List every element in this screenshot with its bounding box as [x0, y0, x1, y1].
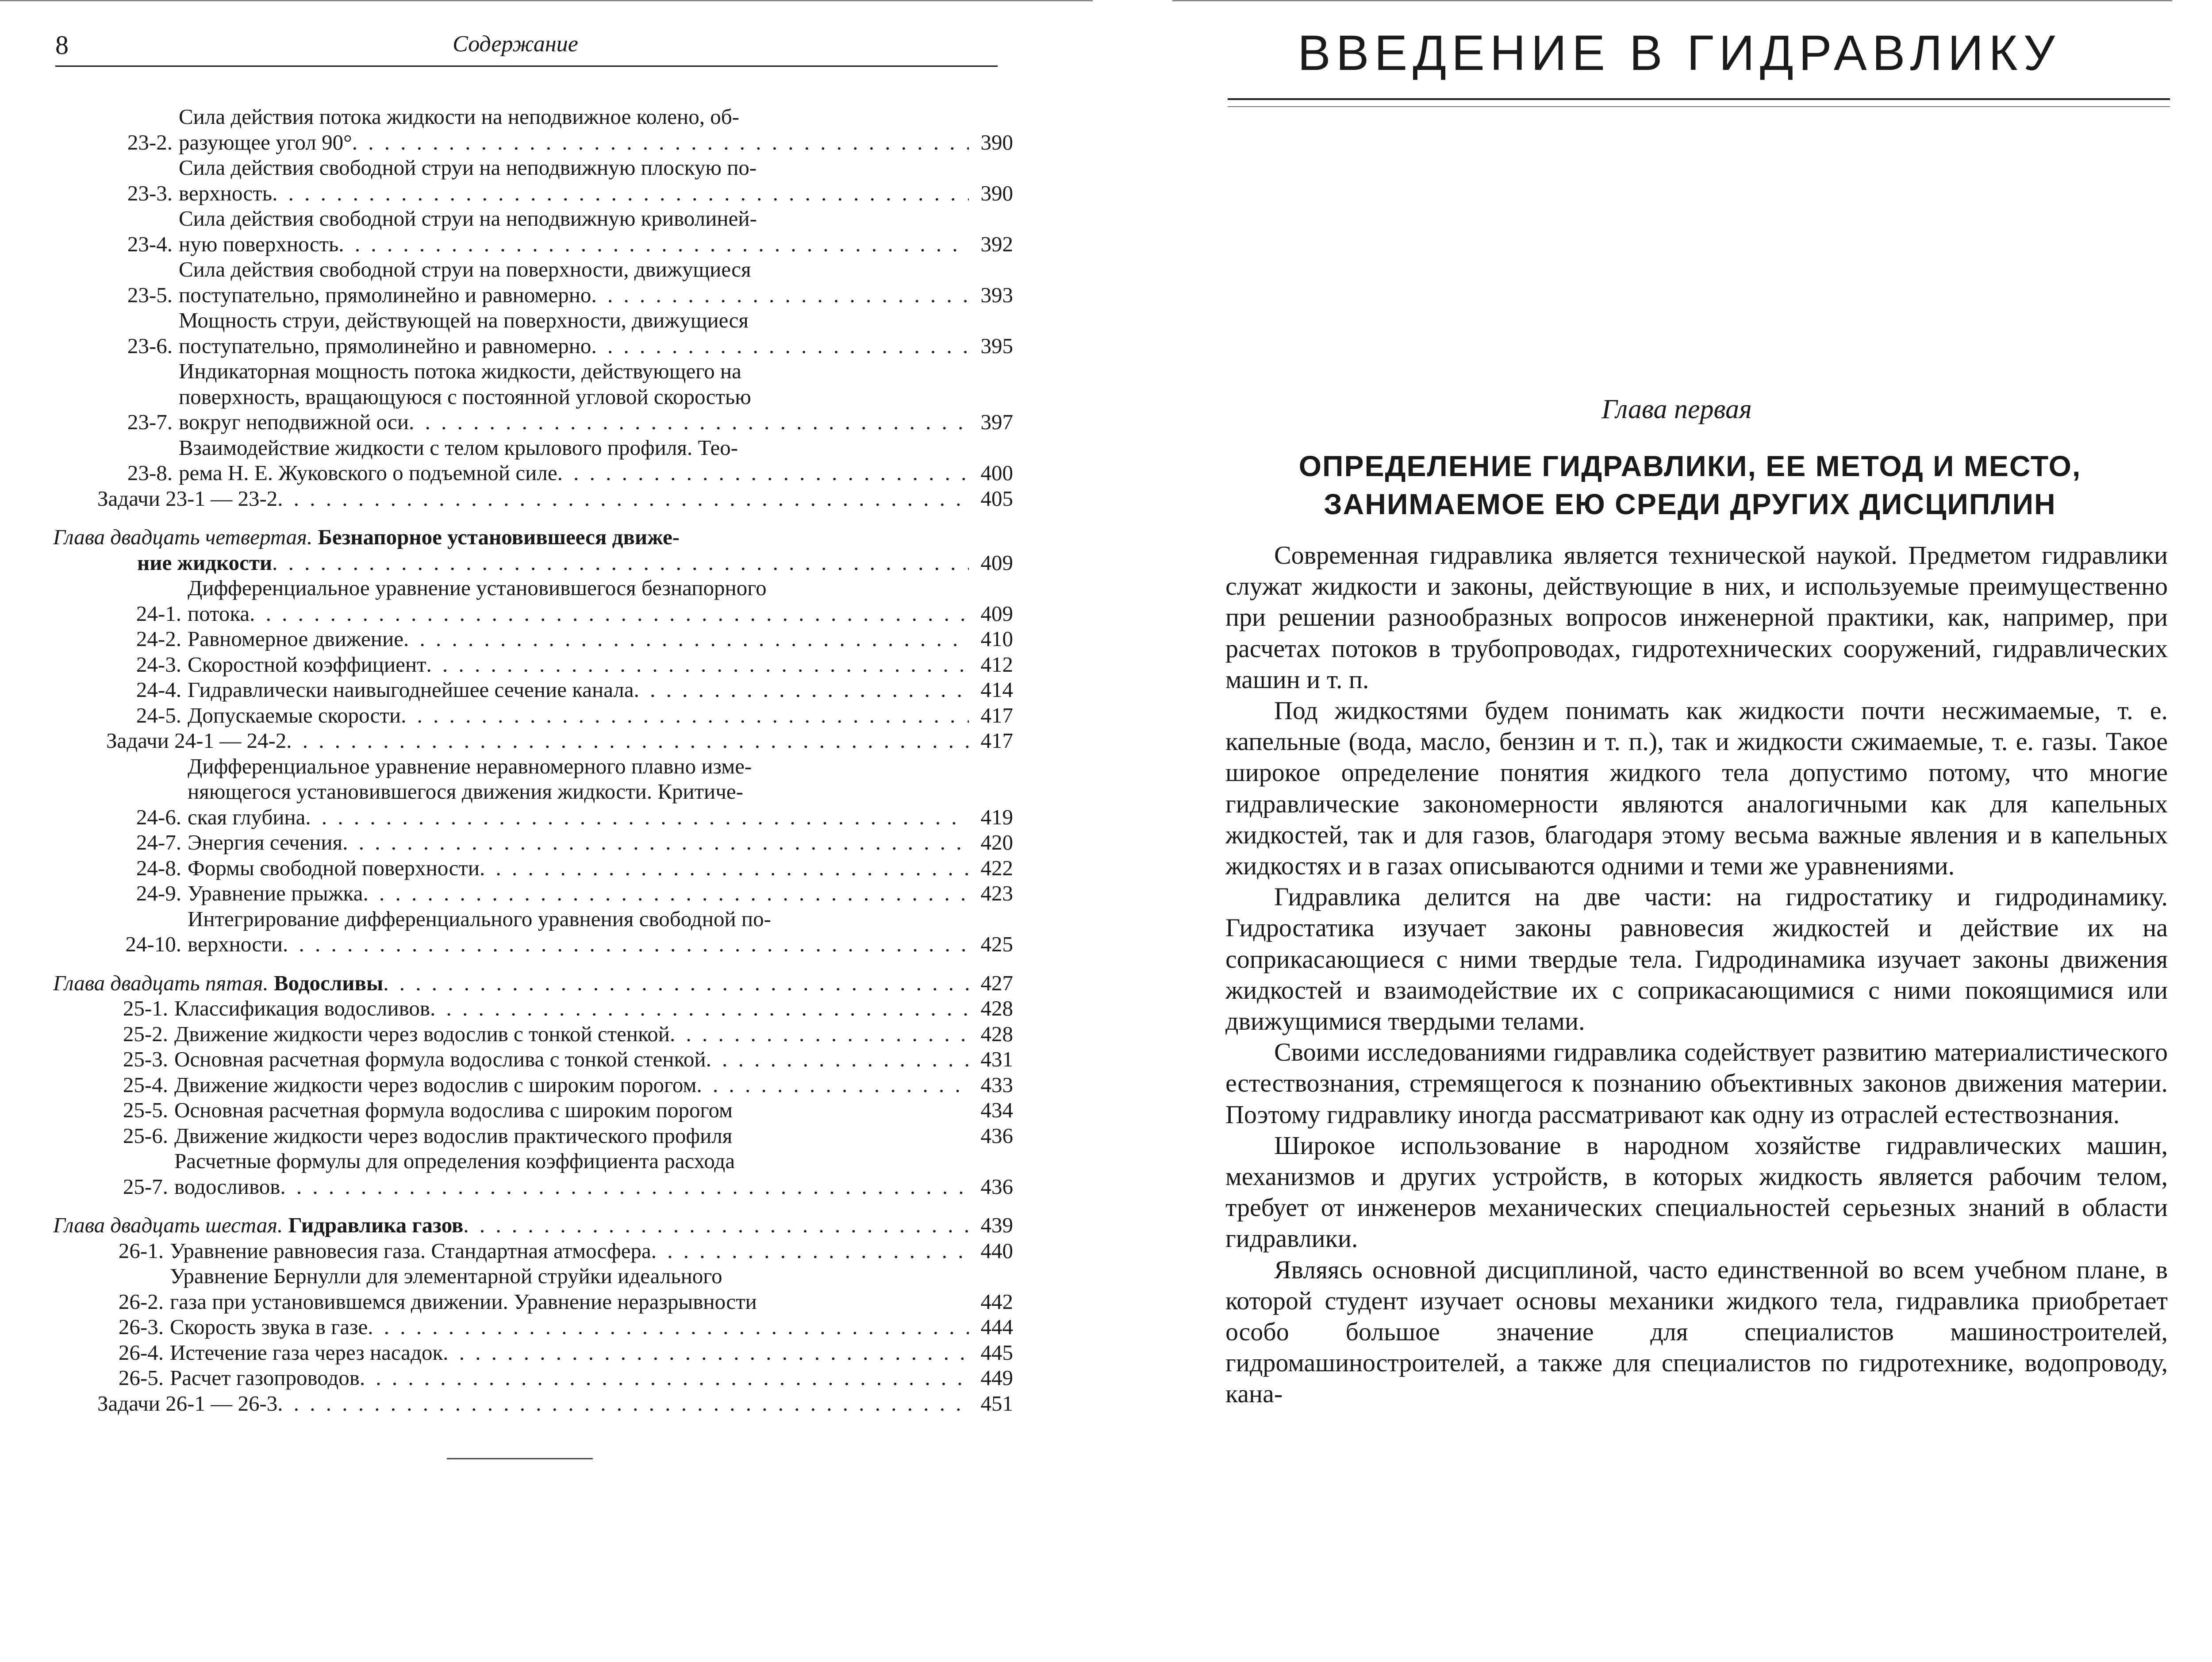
toc-number: 24-1.: [136, 601, 181, 626]
leader-dots: [403, 626, 969, 652]
toc-entry: [53, 855, 1013, 881]
toc-text: [174, 996, 969, 1021]
toc-page: 422: [980, 855, 1013, 880]
toc-entry: [53, 677, 1013, 703]
toc-chapter-body: [53, 524, 969, 575]
leader-dots: [401, 703, 969, 728]
right-page: [1146, 0, 2212, 1662]
toc-line: поступательно, прямолинейно и равномерно: [179, 282, 591, 307]
toc-entry: [53, 1046, 1013, 1072]
toc-entry: [53, 754, 1013, 830]
paragraph: Под жидкостями будем понимать как жидкости почти несжимаемые, т. е. капельные (вода, масло, бензин и т. п.), так и жидкости сжимаемые, т. е. газы. Такое широкое определение понятия жидкого тела допустимо потому, что многие гидравлические закономерности являются аналогичными как для капельных жидкостей, так и для газов, благодаря этому весьма важные явления и в капельных жидкостях и в газах описываются одними и теми же уравнениями.: [1225, 696, 2168, 881]
toc-tasks: [53, 728, 1013, 754]
toc-line: Формы свободной поверхности: [188, 855, 480, 880]
chapter-name: Водосливы: [274, 970, 384, 995]
toc-number: 25-6.: [123, 1123, 168, 1148]
toc-line: газа при установившемся движении. Уравнение неразрывности: [170, 1289, 757, 1314]
toc-number: 23-6.: [127, 333, 173, 358]
toc-line: Равномерное движение: [188, 627, 403, 651]
toc-page: 440: [980, 1238, 1013, 1263]
leader-dots: [706, 1046, 969, 1072]
toc-page: 439: [980, 1213, 1013, 1237]
toc-entry: [53, 575, 1013, 626]
toc-line: Задачи 26-1 — 26-3: [97, 1391, 278, 1416]
toc-chapter-body: [53, 970, 969, 996]
chapter-name: Гидравлика газов: [288, 1213, 464, 1237]
toc-entry: [53, 996, 1013, 1021]
leader-dots: [557, 460, 969, 486]
chapter-heading-line: ЗАНИМАЕМОЕ ЕЮ СРЕДИ ДРУГИХ ДИСЦИПЛИН: [1324, 488, 2056, 520]
page-top-edge: [0, 0, 1093, 1]
toc-number: 24-4.: [136, 677, 181, 702]
toc-entry: [53, 1072, 1013, 1098]
toc-number: 23-3.: [127, 181, 173, 205]
toc-line: рема Н. Е. Жуковского о подъемной силе: [179, 461, 557, 485]
leader-dots: [368, 1314, 969, 1340]
toc-text: [188, 754, 969, 830]
leader-dots: [283, 931, 969, 957]
toc-page: 395: [980, 333, 1013, 358]
leader-dots: [409, 409, 969, 435]
toc-number: 26-5.: [118, 1366, 164, 1390]
toc-text: [53, 486, 969, 512]
toc-page: 393: [980, 282, 1013, 307]
paragraph: Своими исследованиями гидравлика содействует развитию материалистического естествознания, стремящегося к познанию объективных законов движения материи. Поэтому гидравлику иногда рассматривают как одну из отраслей естествознания.: [1225, 1038, 2168, 1129]
toc-number: 25-2.: [123, 1021, 168, 1046]
leader-dots: [363, 881, 969, 906]
leader-dots: [352, 130, 969, 155]
toc-line: Уравнение прыжка: [188, 881, 363, 905]
toc-tasks: [53, 1391, 1013, 1416]
toc-page: 436: [980, 1123, 1013, 1148]
leader-dots: [696, 1072, 969, 1098]
toc-page: 409: [980, 550, 1013, 575]
toc-text: [170, 1314, 969, 1340]
toc-line: ную поверхность: [179, 231, 339, 256]
leader-dots: [591, 333, 969, 359]
header-rule: [55, 65, 998, 67]
toc-page: 417: [980, 728, 1013, 753]
toc-entry: [53, 1123, 1013, 1149]
toc-text: [179, 308, 969, 358]
toc-entry: [53, 257, 1013, 308]
toc-text: [179, 435, 969, 486]
chapter-heading: [1252, 447, 2128, 523]
toc-entry: [53, 652, 1013, 677]
toc-entry: [53, 703, 1013, 728]
toc-line: Интегрирование дифференциального уравнения свободной по-: [188, 906, 771, 931]
chapter-name-cont: ние жидкости: [137, 550, 273, 575]
toc-number: 25-1.: [123, 996, 168, 1020]
toc-page: 409: [980, 601, 1013, 626]
leader-dots: [426, 652, 969, 677]
toc-text: [188, 677, 969, 703]
toc-number: 24-10.: [125, 932, 181, 956]
toc-line: Сила действия свободной струи на поверхности, движущиеся: [179, 257, 751, 281]
chapter-label: Глава двадцать пятая.: [53, 970, 269, 995]
toc-line: Энергия сечения: [188, 830, 343, 854]
toc-line: верхности: [188, 932, 283, 956]
toc-line: поступательно, прямолинейно и равномерно: [179, 333, 591, 358]
toc-page: 434: [980, 1098, 1013, 1122]
toc-page: 449: [980, 1366, 1013, 1390]
leader-dots: [338, 231, 969, 257]
toc-text: [174, 1046, 969, 1072]
leader-dots: [280, 1174, 969, 1200]
chapter-name: Безнапорное установившееся движе-: [318, 525, 680, 549]
toc-line: Основная расчетная формула водослива с тонкой стенкой: [174, 1047, 706, 1071]
toc-line: Сила действия свободной струи на неподвижную плоскую по-: [179, 155, 757, 180]
toc-entry: [53, 308, 1013, 358]
toc-text: [170, 1263, 969, 1314]
end-rule: [447, 1458, 593, 1459]
toc-text: [188, 652, 969, 677]
toc-line: Задачи 24-1 — 24-2: [106, 728, 287, 753]
leader-dots: [430, 996, 969, 1021]
toc-entry: [53, 1340, 1013, 1366]
toc-line: Сила действия потока жидкости на неподвижное колено, об-: [179, 104, 739, 129]
table-of-contents: [53, 104, 1013, 1416]
page-top-edge: [1172, 0, 2172, 1]
leader-dots: [277, 1391, 969, 1416]
paragraph: Гидравлика делится на две части: на гидростатику и гидродинамику. Гидростатика изучает законы равновесия жидкостей и действие их на соприкасающиеся с ними твердые тела. Гидродинамика изучает законы движения жидкостей и взаимодействие их с соприкасающимися с ними покоящимися или движущимися твердыми телами.: [1225, 882, 2168, 1036]
toc-line: Основная расчетная формула водослива с широким порогом: [174, 1098, 733, 1122]
title-rule: [1228, 98, 2170, 100]
toc-text: [179, 257, 969, 308]
toc-line: Движение жидкости через водослив с широким порогом: [174, 1072, 697, 1097]
leader-dots: [383, 970, 969, 996]
toc-text: [188, 703, 969, 728]
toc-entry: [53, 1263, 1013, 1314]
toc-text: [170, 1340, 969, 1366]
toc-line: вокруг неподвижной оси: [179, 410, 409, 434]
paragraph: Являясь основной дисциплиной, часто единственной во всем учебном плане, в которой студент изучает основы механики жидкого тела, гидравлика приобретает особо большое значение для специалистов машиностроителей, гидромашиностроителей, а также для специалистов по гидротехнике, водопроводу, кана-: [1225, 1255, 2168, 1408]
toc-page: 400: [980, 461, 1013, 485]
toc-page: 390: [980, 130, 1013, 154]
toc-line: потока: [188, 601, 250, 626]
toc-entry: [53, 906, 1013, 957]
leader-dots: [670, 1021, 969, 1047]
chapter-label: Глава двадцать четвертая.: [53, 525, 313, 549]
toc-chapter: [53, 524, 1013, 575]
paragraph: Современная гидравлика является технической наукой. Предметом гидравлики служат жидкости и законы, действующие в них, и используемые преимущественно при решении разнообразных вопросов инженерной практики, как, например, при расчетах потоков в трубопроводах, гидротехнических сооружений, гидравлических машин и т. п.: [1225, 541, 2168, 694]
toc-entry: [53, 1021, 1013, 1047]
toc-number: 26-1.: [118, 1238, 164, 1263]
page-number: 8: [55, 31, 69, 60]
toc-line: Истечение газа через насадок: [170, 1340, 443, 1365]
toc-entry: [53, 626, 1013, 652]
toc-text: [170, 1238, 969, 1264]
toc-number: 23-2.: [127, 130, 173, 154]
toc-line: Скорость звука в газе: [170, 1315, 368, 1339]
leader-dots: [342, 830, 969, 855]
left-page: [0, 0, 1093, 1662]
body-text: [1225, 540, 2168, 1410]
toc-number: 25-5.: [123, 1098, 168, 1122]
toc-line: Дифференциальное уравнение установившегося безнапорного: [188, 576, 767, 600]
chapter-label: Глава первая: [1601, 394, 1752, 424]
toc-number: 25-7.: [123, 1174, 168, 1199]
toc-page: 442: [980, 1289, 1013, 1314]
toc-page: 397: [980, 410, 1013, 434]
toc-line: водосливов: [174, 1174, 280, 1199]
toc-page: 427: [980, 970, 1013, 995]
toc-number: 24-3.: [136, 652, 181, 677]
toc-page: 392: [980, 231, 1013, 256]
toc-text: [53, 728, 969, 754]
leader-dots: [651, 1238, 969, 1264]
toc-page: 420: [980, 830, 1013, 854]
toc-page: 410: [980, 627, 1013, 651]
toc-line: Мощность струи, действующей на поверхности, движущиеся: [179, 308, 749, 332]
toc-tasks: [53, 486, 1013, 512]
toc-number: 23-7.: [127, 410, 173, 434]
toc-line: Скоростной коэффициент: [188, 652, 426, 677]
toc-chapter: [53, 1212, 1013, 1238]
toc-line: Движение жидкости через водослив практического профиля: [174, 1123, 733, 1148]
toc-line: Расчетные формулы для определения коэффициента расхода: [174, 1149, 735, 1173]
toc-text: [188, 881, 969, 906]
toc-text: [188, 830, 969, 855]
toc-page: 425: [980, 932, 1013, 956]
leader-dots: [272, 550, 969, 576]
toc-line: Взаимодействие жидкости с телом крылового профиля. Тео-: [179, 435, 738, 460]
toc-line: Уравнение Бернулли для элементарной струйки идеального: [170, 1264, 722, 1288]
toc-entry: [53, 830, 1013, 855]
toc-line: верхность: [179, 181, 273, 205]
leader-dots: [272, 181, 969, 206]
toc-text: [170, 1365, 969, 1391]
part-title: ВВЕДЕНИЕ В ГИДРАВЛИКУ: [1298, 25, 2060, 81]
toc-page: 419: [980, 804, 1013, 829]
leader-dots: [463, 1212, 969, 1238]
toc-page: 423: [980, 881, 1013, 905]
toc-page: 414: [980, 677, 1013, 702]
toc-entry: [53, 358, 1013, 435]
toc-line: Классификация водосливов: [174, 996, 430, 1020]
toc-entry: [53, 435, 1013, 486]
toc-text: [174, 1021, 969, 1047]
toc-entry: [53, 881, 1013, 906]
leader-dots: [305, 804, 969, 830]
toc-line: разующее угол 90°: [179, 130, 352, 154]
chapter-label: Глава двадцать шестая.: [53, 1213, 283, 1237]
toc-entry: [53, 206, 1013, 257]
leader-dots: [480, 855, 969, 881]
toc-line: няющегося установившегося движения жидкости. Критиче-: [188, 779, 743, 804]
toc-text: [179, 358, 969, 435]
leader-dots: [634, 677, 969, 703]
toc-number: 26-2.: [118, 1289, 164, 1314]
toc-line: Допускаемые скорости: [188, 703, 401, 727]
toc-number: 24-5.: [136, 703, 181, 727]
toc-text: [188, 906, 969, 957]
toc-line: Задачи 23-1 — 23-2: [97, 486, 278, 511]
toc-chapter-body: [53, 1212, 969, 1238]
leader-dots: [277, 486, 969, 512]
toc-text: [174, 1072, 969, 1098]
title-rule-thin: [1228, 106, 2170, 107]
toc-line: Индикаторная мощность потока жидкости, действующего на: [179, 359, 741, 383]
chapter-heading-line: ОПРЕДЕЛЕНИЕ ГИДРАВЛИКИ, ЕЕ МЕТОД И МЕСТО,: [1298, 450, 2081, 482]
toc-entry: [53, 1314, 1013, 1340]
toc-page: 390: [980, 181, 1013, 205]
toc-text: [188, 626, 969, 652]
toc-line: Движение жидкости через водослив с тонкой стенкой: [174, 1021, 670, 1046]
toc-page: 428: [980, 1021, 1013, 1046]
toc-text: [179, 104, 969, 155]
toc-entry: [53, 1148, 1013, 1199]
paragraph: Широкое использование в народном хозяйстве гидравлических машин, механизмов и других устройств, в которых жидкость является рабочим телом, требует от инженеров механических специальностей серьезных знаний в области гидравлики.: [1225, 1131, 2168, 1253]
toc-line: Расчет газопроводов: [170, 1366, 360, 1390]
toc-number: 23-8.: [127, 461, 173, 485]
toc-text: [179, 206, 969, 257]
toc-entry: [53, 155, 1013, 206]
toc-number: 24-7.: [136, 830, 181, 854]
toc-line: Уравнение равновесия газа. Стандартная атмосфера: [170, 1238, 651, 1263]
leader-dots: [591, 282, 969, 308]
toc-page: 445: [980, 1340, 1013, 1365]
toc-page: 433: [980, 1072, 1013, 1097]
toc-page: 431: [980, 1047, 1013, 1071]
toc-text: [174, 1123, 969, 1149]
toc-page: 451: [980, 1391, 1013, 1416]
leader-dots: [286, 728, 969, 754]
toc-number: 24-2.: [136, 627, 181, 651]
toc-text: [188, 855, 969, 881]
toc-page: 405: [980, 486, 1013, 511]
toc-number: 25-3.: [123, 1047, 168, 1071]
toc-entry: [53, 1365, 1013, 1391]
toc-number: 23-4.: [127, 231, 173, 256]
toc-chapter: [53, 970, 1013, 996]
toc-page: 436: [980, 1174, 1013, 1199]
toc-number: 24-6.: [136, 804, 181, 829]
toc-line: Сила действия свободной струи на неподвижную криволиней-: [179, 206, 757, 231]
toc-number: 26-4.: [118, 1340, 164, 1365]
toc-line: поверхность, вращающуюся с постоянной угловой скоростью: [179, 384, 751, 409]
toc-text: [53, 1391, 969, 1416]
toc-page: 417: [980, 703, 1013, 727]
toc-text: [174, 1097, 969, 1123]
toc-text: [174, 1148, 969, 1199]
toc-text: [179, 155, 969, 206]
leader-dots: [443, 1340, 969, 1366]
toc-page: 428: [980, 996, 1013, 1020]
toc-line: Дифференциальное уравнение неравномерного плавно изме-: [188, 754, 752, 778]
leader-dots: [250, 601, 969, 627]
toc-page: 412: [980, 652, 1013, 677]
toc-text: [188, 575, 969, 626]
leader-dots: [360, 1365, 969, 1391]
toc-page: 444: [980, 1315, 1013, 1339]
running-head: Содержание: [453, 31, 578, 57]
toc-number: 24-8.: [136, 855, 181, 880]
toc-number: 23-5.: [127, 282, 173, 307]
toc-number: 25-4.: [123, 1072, 168, 1097]
toc-entry: [53, 1238, 1013, 1264]
toc-line: Гидравлически наивыгоднейшее сечение канала: [188, 677, 634, 702]
toc-number: 26-3.: [118, 1315, 164, 1339]
toc-number: 24-9.: [136, 881, 181, 905]
toc-entry: [53, 1097, 1013, 1123]
toc-line: ская глубина: [188, 804, 306, 829]
toc-entry: [53, 104, 1013, 155]
